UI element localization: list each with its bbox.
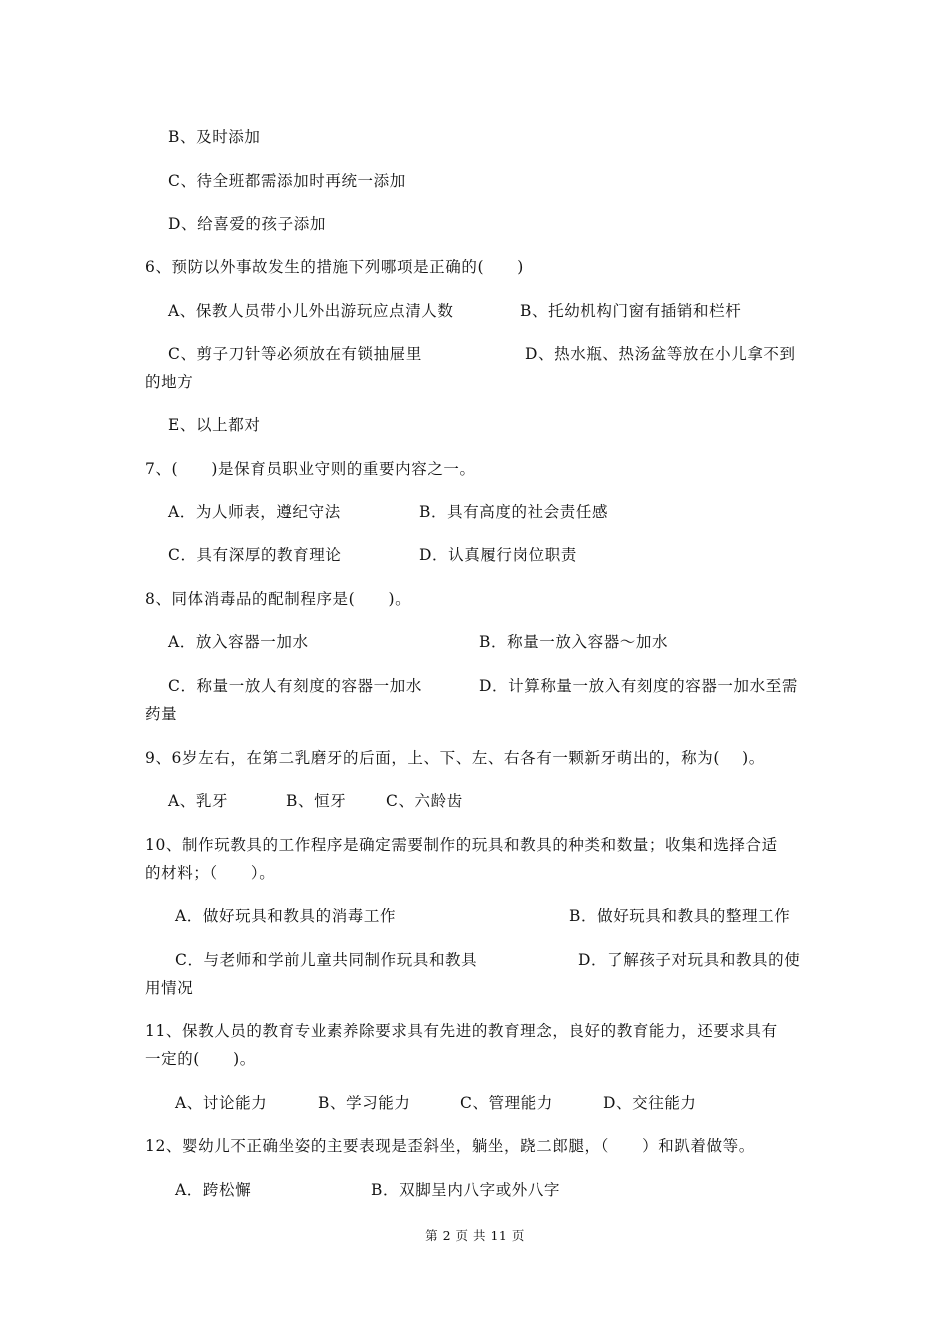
option-6d-continued: 的地方	[145, 373, 194, 391]
option-11c: C、管理能力	[460, 1094, 553, 1112]
option-10d-continued: 用情况	[145, 979, 194, 997]
option-5b: B、及时添加	[168, 128, 261, 146]
option-8b: B．称量一放入容器～加水	[479, 633, 669, 651]
question-8: 8、同体消毒品的配制程序是( )。	[145, 590, 412, 608]
question-10-continued: 的材料；（ ）。	[145, 864, 276, 882]
option-10d: D．了解孩子对玩具和教具的使	[578, 951, 801, 969]
option-12a: A．跨松懈	[175, 1181, 252, 1199]
question-9: 9、6岁左右，在第二乳磨牙的后面，上、下、左、右各有一颗新牙萌出的，称为( )。	[145, 749, 765, 767]
option-9c: C、六龄齿	[386, 792, 463, 810]
option-8a: A．放入容器一加水	[168, 633, 309, 651]
question-11-continued: 一定的( )。	[145, 1050, 256, 1068]
option-6c: C、剪子刀针等必须放在有锁抽屉里	[168, 345, 422, 363]
option-6b: B、托幼机构门窗有插销和栏杆	[520, 302, 742, 320]
option-8d-continued: 药量	[145, 705, 178, 723]
option-7c: C．具有深厚的教育理论	[168, 546, 342, 564]
option-8d: D．计算称量一放入有刻度的容器一加水至需	[479, 677, 798, 695]
option-7a: A．为人师表，遵纪守法	[168, 503, 341, 521]
option-11a: A、讨论能力	[175, 1094, 268, 1112]
option-11b: B、学习能力	[318, 1094, 411, 1112]
option-7d: D．认真履行岗位职责	[419, 546, 577, 564]
option-11d: D、交往能力	[603, 1094, 697, 1112]
option-6d: D、热水瓶、热汤盆等放在小儿拿不到	[525, 345, 796, 363]
page-footer: 第 2 页 共 11 页	[425, 1228, 525, 1243]
option-10a: A．做好玩具和教具的消毒工作	[175, 907, 397, 925]
option-10c: C．与老师和学前儿童共同制作玩具和教具	[175, 951, 478, 969]
option-12b: B．双脚呈内八字或外八字	[371, 1181, 561, 1199]
option-9b: B、恒牙	[286, 792, 347, 810]
question-6: 6、预防以外事故发生的措施下列哪项是正确的( )	[145, 258, 524, 276]
option-9a: A、乳牙	[168, 792, 229, 810]
option-8c: C．称量一放人有刻度的容器一加水	[168, 677, 422, 695]
option-5c: C、待全班都需添加时再统一添加	[168, 172, 406, 190]
question-11: 11、保教人员的教育专业素养除要求具有先进的教育理念，良好的教育能力，还要求具有	[145, 1022, 778, 1040]
option-10b: B．做好玩具和教具的整理工作	[569, 907, 791, 925]
option-5d: D、给喜爱的孩子添加	[168, 215, 326, 233]
option-6a: A、保教人员带小儿外出游玩应点清人数	[168, 302, 454, 320]
question-7: 7、( )是保育员职业守则的重要内容之一。	[145, 460, 476, 478]
option-6e: E、以上都对	[168, 416, 261, 434]
option-7b: B．具有高度的社会责任感	[419, 503, 609, 521]
question-10: 10、制作玩教具的工作程序是确定需要制作的玩具和教具的种类和数量；收集和选择合适	[145, 836, 778, 854]
question-12: 12、婴幼儿不正确坐姿的主要表现是歪斜坐，躺坐，跷二郎腿，（ ）和趴着做等。	[145, 1137, 755, 1155]
